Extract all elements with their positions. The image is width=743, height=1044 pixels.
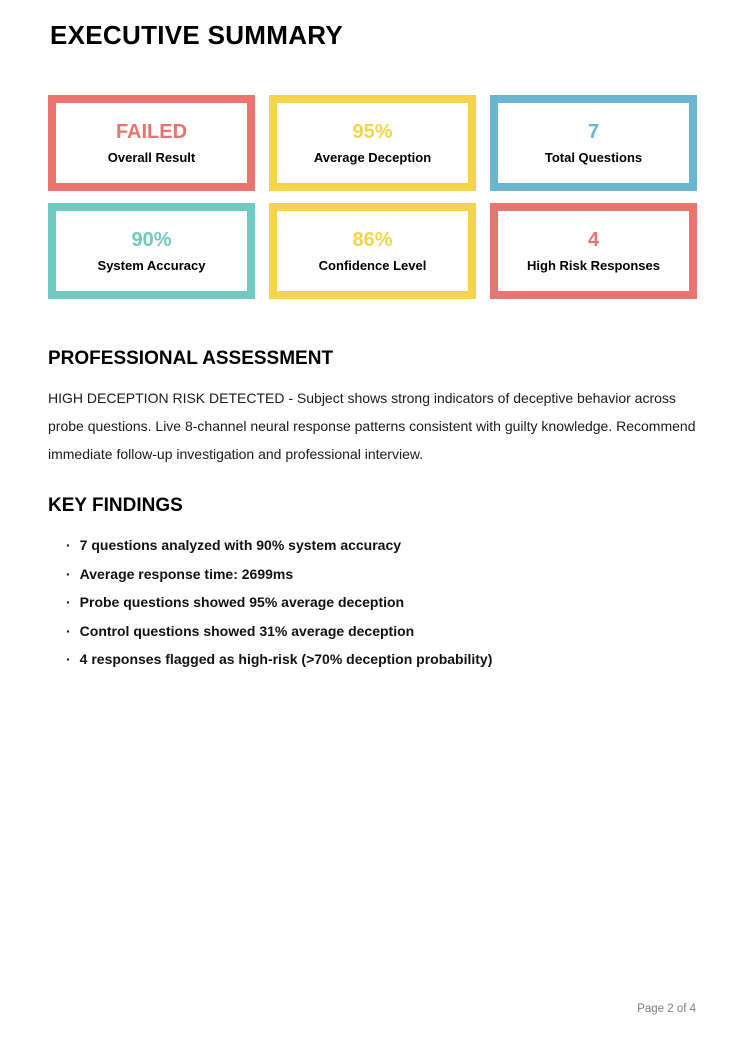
page-number: Page 2 of 4: [637, 1003, 696, 1015]
stat-label: System Accuracy: [97, 258, 206, 273]
stat-label: High Risk Responses: [527, 258, 660, 273]
finding-item: · Control questions showed 31% average deception: [66, 624, 697, 638]
stat-label: Confidence Level: [318, 258, 427, 273]
page-title: EXECUTIVE SUMMARY: [50, 20, 344, 50]
stat-value: 90%: [131, 229, 172, 251]
stat-card: [490, 95, 697, 191]
stat-card: [269, 95, 476, 191]
stat-value: 4: [587, 229, 600, 251]
stat-card: [48, 203, 255, 299]
finding-item: · 4 responses flagged as high-risk (>70% deception probability): [66, 652, 697, 666]
stat-card: [269, 203, 476, 299]
stat-value: 95%: [352, 121, 393, 143]
stat-cards-grid: [48, 95, 697, 299]
stat-value: 7: [587, 121, 600, 143]
section-heading-professional-assessment: PROFESSIONAL ASSESSMENT: [48, 348, 334, 369]
finding-item: · Average response time: 2699ms: [66, 567, 697, 581]
finding-item: · 7 questions analyzed with 90% system accuracy: [66, 538, 697, 552]
stat-label: Overall Result: [107, 150, 196, 165]
stat-value: FAILED: [115, 121, 188, 143]
section-heading-key-findings: KEY FINDINGS: [48, 495, 183, 516]
stat-label: Total Questions: [544, 150, 643, 165]
assessment-text: HIGH DECEPTION RISK DETECTED - Subject shows strong indicators of deceptive behavior across probe questions. Live 8-channel neural response patterns consistent with guilty knowledge. Recommend immediate follow-up investigation and professional interview.: [48, 390, 696, 462]
stat-card: [490, 203, 697, 299]
stat-card: [48, 95, 255, 191]
stat-label: Average Deception: [313, 150, 432, 165]
findings-list: [48, 538, 697, 666]
finding-item: · Probe questions showed 95% average deception: [66, 595, 697, 609]
stat-value: 86%: [352, 229, 393, 251]
